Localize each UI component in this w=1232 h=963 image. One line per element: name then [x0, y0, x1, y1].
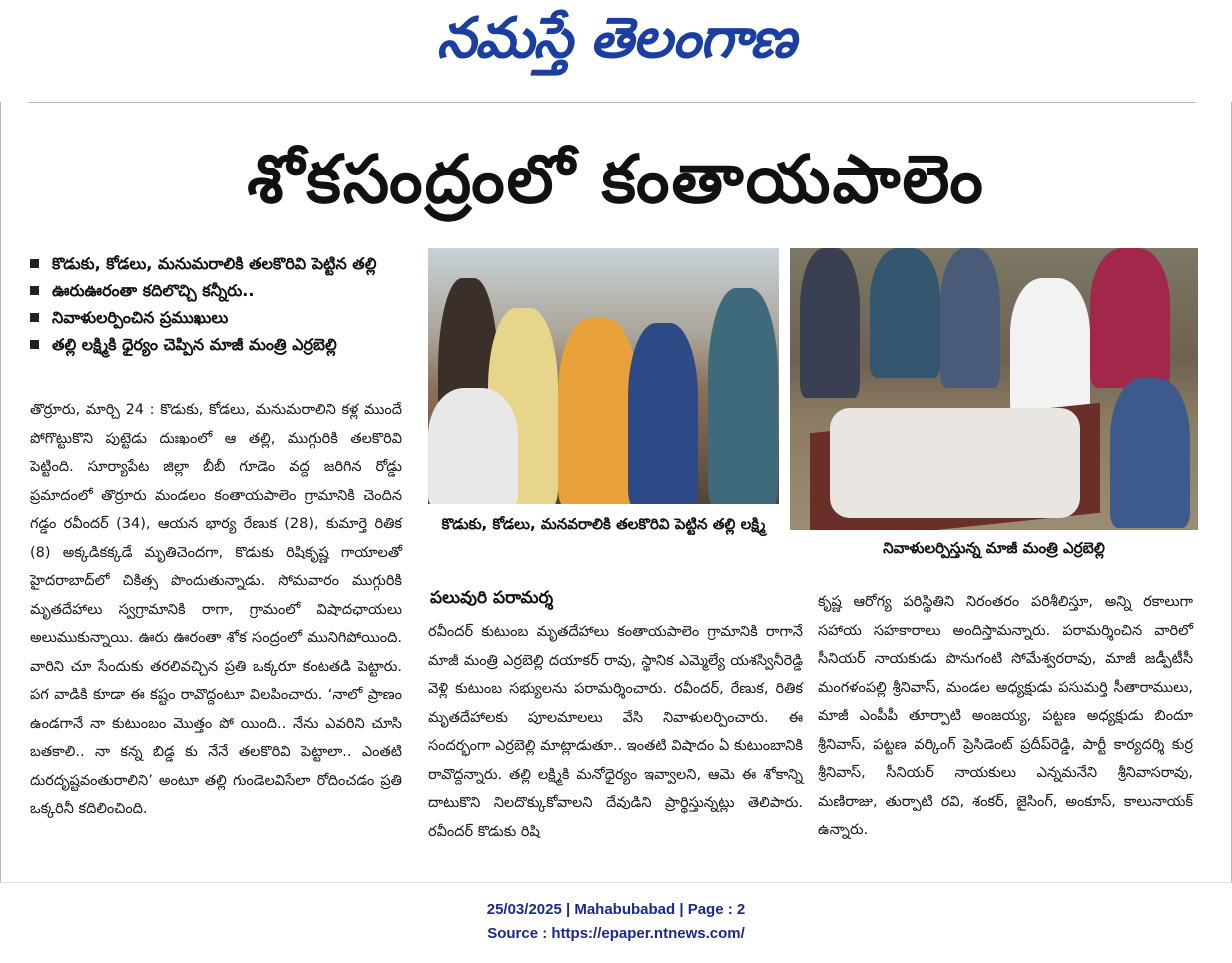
photo-tribute: [790, 248, 1198, 530]
bottom-divider: [0, 882, 1232, 883]
masthead-divider: [28, 102, 1196, 103]
bullet-item: తల్లి లక్ష్మికి ధైర్యం చెప్పిన మాజీ మంత్రి ఎర్రబెల్లి: [26, 331, 426, 358]
bullet-item: కొడుకు, కోడలు, మనుమరాలికి తలకొరివి పెట్టిన తల్లి: [26, 250, 426, 277]
highlight-bullets: [26, 250, 426, 358]
article-headline: శోకసంద్రంలో కంతాయపాలెం: [247, 141, 985, 218]
section-subheading: పలువురి పరామర్శ: [430, 588, 554, 608]
masthead-logo: [0, 0, 1232, 80]
article-column-1: తొర్రూరు, మార్చి 24 : కొడుకు, కోడలు, మనుమరాలిని కళ్ల ముందే పోగొట్టుకొని పుట్టెడు దుఃఖంలో ఆ తల్లి, ముగ్గురికి తలకొరివి పెట్టింది. సూర్యాపేట జిల్లా బీబీ గూడెం వద్ద జరిగిన రోడ్డు ప్రమాదంలో తొర్రూరు మండలం కంతాయపాలెం గ్రామానికి చెందిన గడ్డం రవీందర్ (34), ఆయన భార్య రేణుక (28), కుమార్తె రితిక (8) అక్కడికక్కడే మృతిచెందగా, కొడుకు రిషికృష్ణ గాయాలతో హైదరాబాద్‌లో చికిత్స పొందుతున్నాడు. సోమవారం ముగ్గురికి మృతదేహాలు స్వగ్రామానికి రాగా, గ్రామంలో విషాదఛాయలు అలుముకున్నాయి. ఊరు ఊరంతా శోక సంద్రంలో మునిగిపోయింది. వారిని చూ సేందుకు తరలివచ్చిన ప్రతి ఒక్కరూ కంటతడి పెట్టారు. పగ వాడికి కూడా ఈ కష్టం రావొద్దంటూ విలపించారు. ‘నాలో ప్రాణం ఉండగానే నా కుటుంబం మొత్తం పో యింది.. నేను ఎవరిని చూసి బతకాలి.. నా కన్న బిడ్డ కు నేనే తలకొరివి పెట్టాలా.. ఎంతటి దురదృష్టవంతురాలిని’ అంటూ తల్లి గుండెలవిసేలా రోదించడం ప్రతి ఒక్కరినీ కదిలించింది.: [30, 402, 402, 817]
footer-date-edition: 25/03/2025 | Mahabubabad | Page : 2: [486, 901, 746, 918]
bullet-item: నివాళులర్పించిన ప్రముఖులు: [26, 304, 426, 331]
article-column-2: రవీందర్ కుటుంబ మృతదేహాలు కంతాయపాలెం గ్రామానికి రాగానే మాజీ మంత్రి ఎర్రబెల్లి దయాకర్ రావు, స్థానిక ఎమ్మెల్యే యశస్వినీరెడ్డి వెళ్లి కుటుంబ సభ్యులను పరామర్శించారు. రవీందర్, రేణుక, రితిక మృతదేహాలకు పూలమాలలు వేసి నివాళులర్పించారు. ఈ సందర్భంగా ఎర్రబెల్లి మాట్లాడుతూ.. ఇంతటి విషాదం ఏ కుటుంబానికి రావొద్దన్నారు. తల్లి లక్ష్మికి మనోధైర్యం ఇవ్వాలని, ఆమె ఈ శోకాన్ని దాటుకొని నిలదొక్కుకోవాలని దేవుడిని ప్రార్థిస్తున్నట్లు తెలిపారు. రవీందర్ కొడుకు రిషి: [428, 624, 803, 840]
photo-caption-1: కొడుకు, కోడలు, మనవరాలికి తలకొరివి పెట్టిన తల్లి లక్ష్మి: [441, 515, 766, 533]
masthead-title: నమస్తే తెలంగాణ: [436, 6, 796, 71]
article-column-3: కృష్ణ ఆరోగ్య పరిస్థితిని నిరంతరం పరిశీలిస్తూ, అన్ని రకాలుగా సహాయ సహకారాలు అందిస్తామన్నారు. పరామర్శించిన వారిలో సీనియర్ నాయకుడు పొనుగంటి సోమేశ్వరరావు, మాజీ జడ్పీటీసీ మంగళంపల్లి శ్రీనివాస్, మండల అధ్యక్షుడు పసుమర్తి సీతారాములు, మాజీ ఎంపీపీ తూర్పాటి అంజయ్య, పట్టణ అధ్యక్షుడు బిందూ శ్రీనివాస్, పట్టణ వర్కింగ్ ప్రెసిడెంట్ ప్రదీప్‌రెడ్డి, పార్టీ కార్యదర్శి కుర్ర శ్రీనివాస్, సీనియర్ నాయకులు ఎన్నమనేని శ్రీనివాసరావు, మణిరాజు, తుర్పాటి రవి, శంకర్, జైసింగ్, అంకూస్, కాలునాయక్ ఉన్నారు.: [818, 594, 1193, 838]
bullet-item: ఊరుఊరంతా కదిలొచ్చి కన్నీరు..: [26, 277, 426, 304]
footer-source: Source : https://epaper.ntnews.com/: [487, 925, 745, 942]
page-footer: [0, 898, 1232, 946]
photo-caption-2: నివాళులర్పిస్తున్న మాజీ మంత్రి ఎర్రబెల్లి: [883, 539, 1105, 557]
photo-grieving-mother: [428, 248, 779, 504]
